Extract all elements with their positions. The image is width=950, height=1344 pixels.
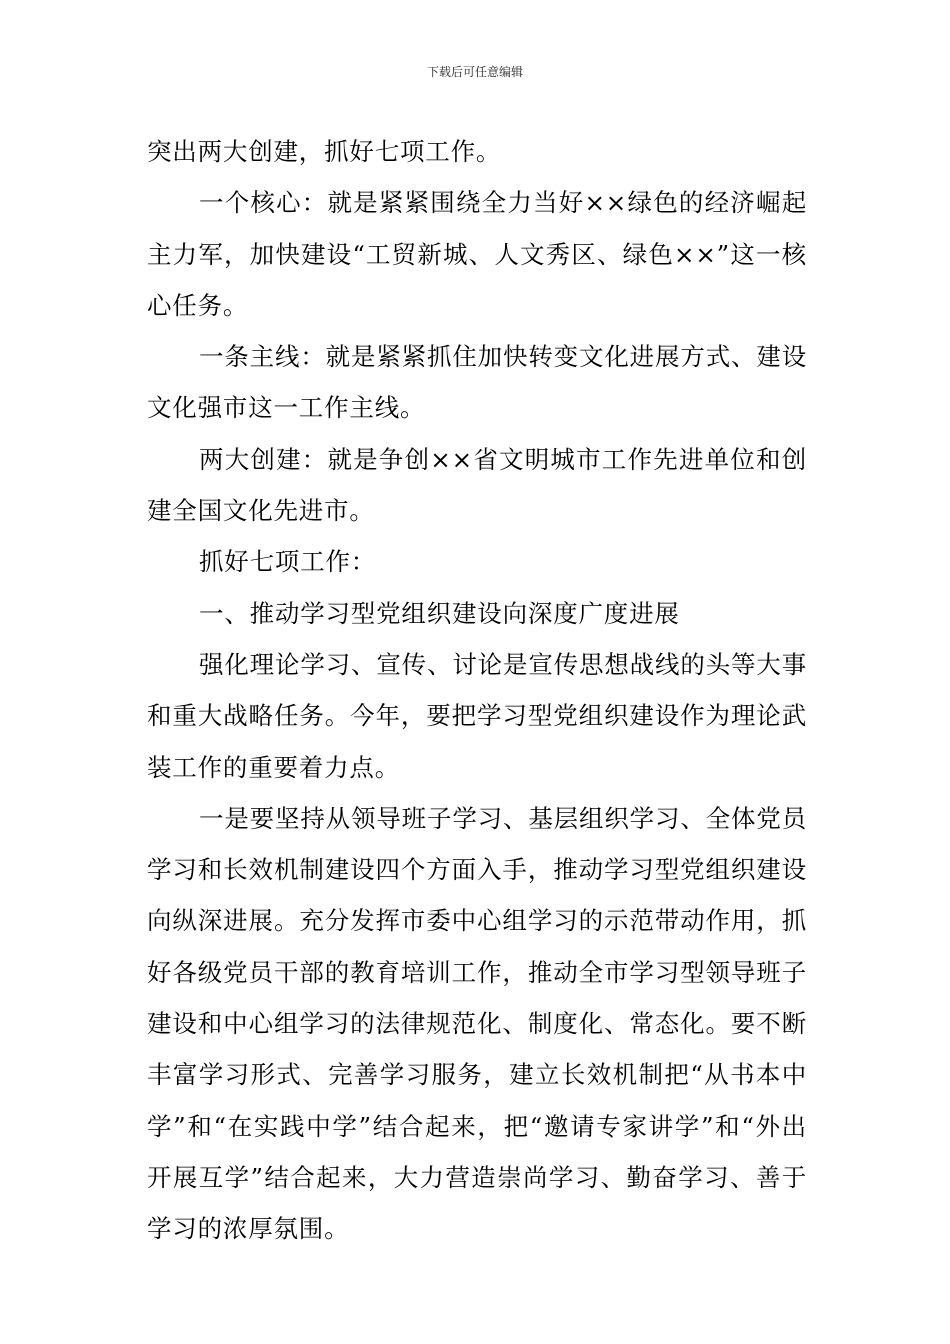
paragraph-core: 一个核心：就是紧紧围绕全力当好××绿色的经济崛起主力军，加快建设“工贸新城、人文秀区、绿色××”这一核心任务。 [147, 188, 807, 320]
paragraph-intro: 突出两大创建，抓好七项工作。 [147, 137, 502, 166]
page-header-note: 下载后可任意编辑 [426, 65, 523, 79]
paragraph-two-creations: 两大创建：就是争创××省文明城市工作先进单位和创建全国文化先进市。 [147, 444, 807, 526]
paragraph-seven-tasks: 抓好七项工作： [199, 547, 377, 577]
section-heading-one: 一、推动学习型党组织建设向深度广度进展 [199, 598, 680, 628]
paragraph-main-line: 一条主线：就是紧紧抓住加快转变文化进展方式、建设文化强市这一工作主线。 [147, 342, 807, 423]
document-body [147, 126, 807, 1255]
paragraph-theory-study: 强化理论学习、宣传、讨论是宣传思想战线的头等大事和重大战略任务。今年，要把学习型党组织建设作为理论武装工作的重要着力点。 [147, 649, 807, 782]
paragraph-first-point: 一是要坚持从领导班子学习、基层组织学习、全体党员学习和长效机制建设四个方面入手，推动学习型党组织建设向纵深进展。充分发挥市委中心组学习的示范带动作用，抓好各级党员干部的教育培训工作，推动全市学习型领导班子建设和中心组学习的法律规范化、制度化、常态化。要不断丰富学习形式、完善学习服务，建立长效机制把“从书本中学”和“在实践中学”结合起来，把“邀请专家讲学”和“外出开展互学”结合起来，大力营造崇尚学习、勤奋学习、善于学习的浓厚氛围。 [147, 803, 807, 1244]
